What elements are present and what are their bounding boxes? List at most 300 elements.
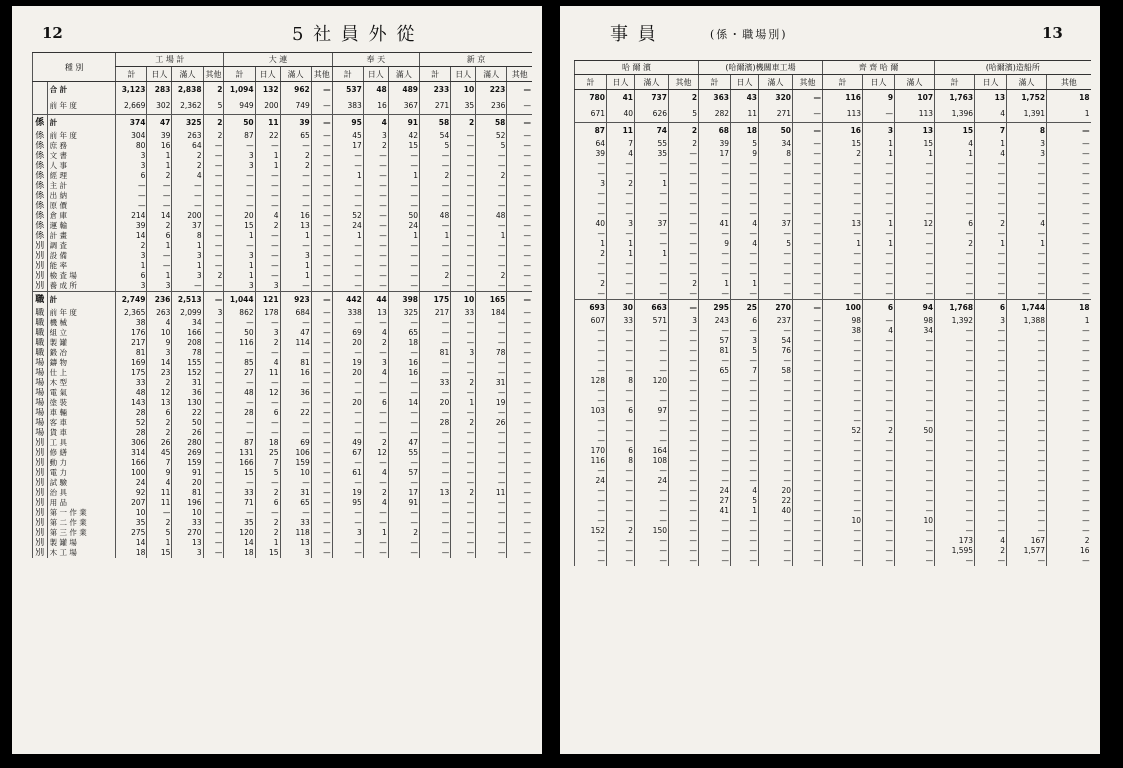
value-cell: — — [895, 466, 935, 476]
value-cell: 2,838 — [172, 82, 203, 99]
value-cell: — — [863, 556, 895, 566]
value-cell: — — [1007, 159, 1047, 169]
value-cell: 295 — [699, 300, 731, 317]
value-cell: 271 — [759, 106, 793, 123]
value-cell: — — [895, 179, 935, 189]
value-cell: — — [363, 191, 388, 201]
value-cell: 5 — [255, 468, 280, 478]
value-cell: — — [635, 209, 669, 219]
value-cell: — — [280, 398, 311, 408]
value-cell: — — [507, 438, 532, 448]
value-cell: 20 — [332, 338, 363, 348]
value-cell: — — [224, 428, 255, 438]
value-cell: 3 — [363, 131, 388, 141]
value-cell: — — [507, 231, 532, 241]
value-cell: — — [203, 211, 224, 221]
value-cell: — — [975, 466, 1007, 476]
row-label: 計 畫 — [47, 231, 116, 241]
value-cell: — — [699, 526, 731, 536]
value-cell: — — [1007, 516, 1047, 526]
value-cell: 4 — [863, 326, 895, 336]
value-cell: 13 — [420, 488, 451, 498]
value-cell: — — [507, 468, 532, 478]
value-cell: 5 — [731, 496, 759, 506]
value-cell: — — [172, 281, 203, 292]
value-cell: 166 — [224, 458, 255, 468]
value-cell: — — [311, 221, 332, 231]
value-cell: — — [731, 516, 759, 526]
table-row — [33, 191, 533, 201]
category-cell: 係 — [33, 211, 48, 221]
value-cell: 52 — [116, 418, 147, 428]
value-cell: 314 — [116, 448, 147, 458]
value-cell: 4 — [935, 139, 975, 149]
value-cell: — — [635, 556, 669, 566]
value-cell: 1,388 — [1007, 316, 1047, 326]
value-cell: — — [699, 546, 731, 556]
value-cell: — — [759, 546, 793, 556]
table-row — [575, 169, 1091, 179]
value-cell: — — [420, 458, 451, 468]
row-label: 出 納 — [47, 191, 116, 201]
value-cell: — — [793, 90, 823, 107]
value-cell: 1 — [388, 171, 419, 181]
row-label: 製 罐 — [47, 338, 116, 348]
value-cell: — — [1007, 416, 1047, 426]
value-cell: — — [420, 548, 451, 558]
value-cell: 16 — [1047, 546, 1091, 556]
value-cell: 2 — [280, 151, 311, 161]
value-cell: — — [451, 368, 476, 378]
left-page — [12, 6, 542, 754]
value-cell: — — [388, 478, 419, 488]
value-cell: 69 — [280, 438, 311, 448]
value-cell: 1 — [116, 261, 147, 271]
value-cell: 6 — [255, 408, 280, 418]
value-cell: — — [607, 279, 635, 289]
value-cell: — — [172, 191, 203, 201]
value-cell: — — [575, 436, 607, 446]
value-cell: 14 — [224, 538, 255, 548]
value-cell: 1 — [731, 279, 759, 289]
value-cell: — — [575, 416, 607, 426]
value-cell: — — [451, 201, 476, 211]
value-cell: — — [863, 159, 895, 169]
value-cell: — — [1047, 139, 1091, 149]
value-cell: 34 — [895, 326, 935, 336]
value-cell: — — [311, 211, 332, 221]
value-cell: — — [975, 396, 1007, 406]
value-cell: — — [759, 356, 793, 366]
category-cell: 係 — [33, 191, 48, 201]
value-cell: — — [935, 466, 975, 476]
value-cell: 4 — [255, 358, 280, 368]
value-cell: — — [607, 356, 635, 366]
value-cell: 338 — [332, 308, 363, 318]
value-cell: 25 — [255, 448, 280, 458]
right-page-subtitle: (係・職場別) — [710, 28, 788, 41]
value-cell: — — [388, 191, 419, 201]
value-cell: — — [388, 548, 419, 558]
value-cell: — — [420, 338, 451, 348]
value-cell: — — [1007, 269, 1047, 279]
value-cell: — — [935, 336, 975, 346]
value-cell: 54 — [420, 131, 451, 141]
value-cell: 31 — [476, 378, 507, 388]
value-cell: — — [935, 259, 975, 269]
value-cell: — — [203, 528, 224, 538]
value-cell: 12 — [363, 448, 388, 458]
value-cell: 4 — [975, 149, 1007, 159]
value-cell: 22 — [255, 131, 280, 141]
value-cell: 10 — [451, 82, 476, 99]
value-cell: 49 — [332, 438, 363, 448]
value-cell: — — [420, 428, 451, 438]
value-cell: — — [388, 318, 419, 328]
value-cell: — — [1007, 229, 1047, 239]
value-cell: — — [1047, 336, 1091, 346]
value-cell: — — [1047, 326, 1091, 336]
value-cell: — — [224, 418, 255, 428]
value-cell: 3 — [116, 281, 147, 292]
value-cell: 306 — [116, 438, 147, 448]
value-cell: — — [1047, 356, 1091, 366]
right-page-title: 事 員 — [610, 24, 658, 45]
value-cell: — — [451, 318, 476, 328]
value-cell: 91 — [388, 498, 419, 508]
value-cell: — — [759, 169, 793, 179]
value-cell: — — [311, 131, 332, 141]
value-cell: — — [255, 418, 280, 428]
value-cell: — — [823, 269, 863, 279]
value-cell: — — [699, 249, 731, 259]
value-cell: — — [575, 546, 607, 556]
value-cell: — — [224, 478, 255, 488]
value-cell: 28 — [420, 418, 451, 428]
value-cell: — — [420, 478, 451, 488]
value-cell: 1 — [224, 261, 255, 271]
value-cell: 173 — [935, 536, 975, 546]
value-cell: 50 — [895, 426, 935, 436]
value-cell: — — [363, 518, 388, 528]
value-cell: — — [255, 318, 280, 328]
value-cell: — — [863, 496, 895, 506]
value-cell: — — [669, 466, 699, 476]
value-cell: — — [363, 171, 388, 181]
row-label: 修 繕 — [47, 448, 116, 458]
value-cell: — — [793, 239, 823, 249]
table-row — [575, 466, 1091, 476]
value-cell: — — [203, 358, 224, 368]
row-label: 人 事 — [47, 161, 116, 171]
value-cell: 67 — [332, 448, 363, 458]
value-cell: — — [451, 191, 476, 201]
row-label: 用 品 — [47, 498, 116, 508]
value-cell: — — [255, 181, 280, 191]
value-cell: 16 — [147, 141, 172, 151]
value-cell: — — [476, 448, 507, 458]
value-cell: — — [388, 281, 419, 292]
value-cell: — — [575, 516, 607, 526]
value-cell: — — [669, 189, 699, 199]
value-cell: — — [731, 446, 759, 456]
value-cell: 164 — [635, 446, 669, 456]
table-row — [33, 458, 533, 468]
value-cell: — — [507, 115, 532, 132]
value-cell: — — [669, 149, 699, 159]
value-cell: — — [935, 496, 975, 506]
value-cell: 12 — [895, 219, 935, 229]
value-cell: 2 — [669, 123, 699, 140]
value-cell: — — [476, 468, 507, 478]
value-cell: — — [635, 279, 669, 289]
right-page-number: 13 — [1042, 24, 1063, 42]
value-cell: — — [476, 261, 507, 271]
value-cell: 5 — [759, 239, 793, 249]
value-cell: 14 — [147, 211, 172, 221]
value-cell: 214 — [116, 211, 147, 221]
value-cell: 39 — [147, 131, 172, 141]
value-cell: — — [203, 468, 224, 478]
value-cell: 1 — [607, 239, 635, 249]
value-cell: — — [476, 458, 507, 468]
value-cell: — — [699, 536, 731, 546]
value-cell: — — [759, 269, 793, 279]
value-cell: — — [575, 189, 607, 199]
value-cell: — — [1007, 426, 1047, 436]
value-cell: — — [476, 368, 507, 378]
value-cell: — — [635, 289, 669, 300]
value-cell: — — [280, 281, 311, 292]
value-cell: 64 — [575, 139, 607, 149]
value-cell: 280 — [172, 438, 203, 448]
value-cell: — — [759, 386, 793, 396]
value-cell: 166 — [172, 328, 203, 338]
value-cell: 5 — [669, 106, 699, 123]
value-cell: — — [1007, 556, 1047, 566]
value-cell: 19 — [332, 488, 363, 498]
value-cell: 81 — [699, 346, 731, 356]
value-cell: — — [507, 418, 532, 428]
value-cell: 2 — [203, 115, 224, 132]
value-cell: — — [863, 476, 895, 486]
row-label: 木 型 — [47, 378, 116, 388]
value-cell: — — [635, 536, 669, 546]
value-cell: — — [203, 418, 224, 428]
value-cell: — — [823, 356, 863, 366]
value-cell: — — [363, 548, 388, 558]
value-cell: 6 — [607, 406, 635, 416]
table-row — [575, 446, 1091, 456]
value-cell: 13 — [280, 538, 311, 548]
value-cell: — — [311, 418, 332, 428]
value-cell: — — [635, 486, 669, 496]
table-row — [575, 199, 1091, 209]
value-cell: 207 — [116, 498, 147, 508]
value-cell: — — [895, 249, 935, 259]
value-cell: — — [823, 159, 863, 169]
value-cell: — — [332, 281, 363, 292]
value-cell: 40 — [607, 106, 635, 123]
value-cell: — — [863, 259, 895, 269]
value-cell: 4 — [363, 468, 388, 478]
value-cell: 1 — [975, 239, 1007, 249]
subheader-cell: 滿人 — [895, 75, 935, 90]
value-cell: — — [311, 251, 332, 261]
value-cell: 1 — [635, 179, 669, 189]
value-cell: 3 — [147, 348, 172, 358]
table-row — [575, 269, 1091, 279]
value-cell: 91 — [388, 115, 419, 132]
value-cell: — — [363, 241, 388, 251]
value-cell: — — [863, 446, 895, 456]
value-cell: 2 — [203, 271, 224, 281]
value-cell: — — [895, 436, 935, 446]
value-cell: — — [451, 151, 476, 161]
value-cell: — — [280, 318, 311, 328]
value-cell: — — [363, 261, 388, 271]
value-cell: 1 — [731, 506, 759, 516]
value-cell: — — [575, 209, 607, 219]
value-cell: — — [975, 476, 1007, 486]
value-cell: 38 — [116, 318, 147, 328]
row-label: 工 具 — [47, 438, 116, 448]
value-cell: 325 — [172, 115, 203, 132]
value-cell: — — [203, 231, 224, 241]
row-label: 木 工 場 — [47, 548, 116, 558]
subheader-cell: 計 — [699, 75, 731, 90]
value-cell: — — [203, 141, 224, 151]
category-cell: 別 — [33, 281, 48, 292]
value-cell: — — [635, 346, 669, 356]
value-cell: 780 — [575, 90, 607, 107]
value-cell: — — [975, 406, 1007, 416]
value-cell: 167 — [1007, 536, 1047, 546]
value-cell: 14 — [116, 538, 147, 548]
value-cell: — — [147, 201, 172, 211]
table-row — [33, 318, 533, 328]
value-cell: — — [451, 458, 476, 468]
value-cell: 398 — [388, 292, 419, 309]
value-cell: — — [669, 179, 699, 189]
group-header: 新 京 — [420, 53, 532, 67]
value-cell: — — [759, 516, 793, 526]
value-cell: 3 — [451, 348, 476, 358]
value-cell: — — [203, 428, 224, 438]
value-cell: — — [975, 446, 1007, 456]
value-cell: — — [507, 281, 532, 292]
value-cell: — — [280, 201, 311, 211]
value-cell: — — [793, 259, 823, 269]
value-cell: — — [575, 356, 607, 366]
value-cell: 87 — [224, 131, 255, 141]
value-cell: — — [1047, 436, 1091, 446]
value-cell: — — [863, 346, 895, 356]
value-cell: — — [895, 259, 935, 269]
table-row — [575, 546, 1091, 556]
value-cell: — — [1007, 249, 1047, 259]
value-cell: — — [793, 269, 823, 279]
value-cell: 684 — [280, 308, 311, 318]
value-cell: — — [759, 179, 793, 189]
value-cell: — — [388, 418, 419, 428]
row-label: 動 力 — [47, 458, 116, 468]
value-cell: — — [1047, 446, 1091, 456]
subheader-cell: 日人 — [975, 75, 1007, 90]
value-cell: — — [669, 456, 699, 466]
value-cell: — — [731, 209, 759, 219]
value-cell: 1 — [147, 538, 172, 548]
value-cell: — — [311, 115, 332, 132]
value-cell: 2 — [255, 221, 280, 231]
value-cell: — — [311, 181, 332, 191]
value-cell: 1 — [280, 271, 311, 281]
value-cell: — — [203, 181, 224, 191]
table-row — [33, 368, 533, 378]
value-cell: 108 — [635, 456, 669, 466]
value-cell: — — [863, 279, 895, 289]
value-cell: 152 — [172, 368, 203, 378]
value-cell: — — [332, 458, 363, 468]
value-cell: 114 — [280, 338, 311, 348]
value-cell: — — [635, 516, 669, 526]
value-cell: 24 — [388, 221, 419, 231]
table-row — [33, 271, 533, 281]
value-cell: 5 — [420, 141, 451, 151]
value-cell: — — [476, 191, 507, 201]
value-cell: — — [975, 189, 1007, 199]
value-cell: 2 — [451, 115, 476, 132]
value-cell: 325 — [388, 308, 419, 318]
value-cell: — — [635, 326, 669, 336]
value-cell: — — [699, 386, 731, 396]
value-cell: — — [669, 546, 699, 556]
value-cell: 1 — [255, 161, 280, 171]
value-cell: — — [311, 458, 332, 468]
value-cell: 223 — [476, 82, 507, 99]
value-cell: 2 — [147, 221, 172, 231]
value-cell: 106 — [280, 448, 311, 458]
value-cell: — — [935, 486, 975, 496]
value-cell: — — [669, 289, 699, 300]
value-cell: — — [635, 356, 669, 366]
value-cell: 9 — [147, 338, 172, 348]
value-cell: — — [332, 408, 363, 418]
row-label: 養 成 所 — [47, 281, 116, 292]
value-cell: — — [451, 338, 476, 348]
value-cell: — — [203, 251, 224, 261]
value-cell: — — [1047, 259, 1091, 269]
table-row — [33, 141, 533, 151]
value-cell: 81 — [280, 358, 311, 368]
value-cell: — — [793, 169, 823, 179]
value-cell: — — [759, 466, 793, 476]
value-cell: — — [203, 261, 224, 271]
value-cell: — — [280, 181, 311, 191]
value-cell: — — [420, 161, 451, 171]
value-cell: — — [476, 201, 507, 211]
value-cell: 269 — [172, 448, 203, 458]
value-cell: — — [507, 221, 532, 231]
value-cell: 4 — [147, 318, 172, 328]
table-row — [575, 356, 1091, 366]
value-cell: — — [793, 289, 823, 300]
value-cell: — — [507, 538, 532, 548]
value-cell: — — [699, 456, 731, 466]
value-cell: — — [731, 199, 759, 209]
value-cell: — — [255, 241, 280, 251]
value-cell: 1 — [575, 239, 607, 249]
